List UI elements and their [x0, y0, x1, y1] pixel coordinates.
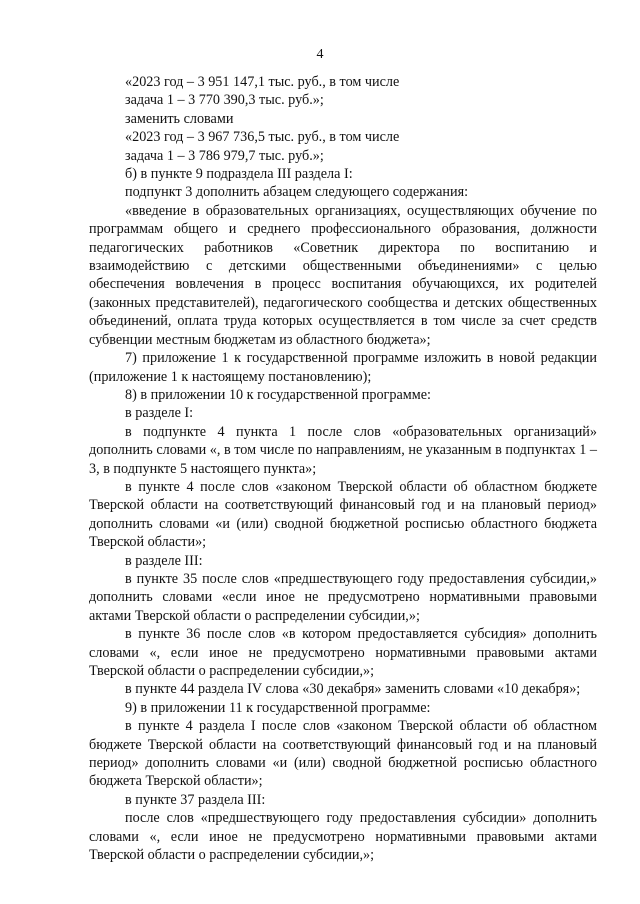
paragraph: в пункте 4 после слов «законом Тверской области об областном бюджете Тверской области на соответствующий финансовый год и на плановый период» дополнить словами «и (или) сводной бюджетной росписью областного бюджета Тверской области»;	[89, 478, 597, 551]
paragraph: «2023 год – 3 951 147,1 тыс. руб., в том числе	[125, 74, 400, 90]
paragraph: в пункте 4 раздела I после слов «законом Тверской области об областном бюджете Тверской области на соответствующий финансовый год и на плановый период» дополнить словами «и (или) сводной бюджетной росписью областного бюджета Тверской области»;	[89, 718, 597, 790]
paragraph: 8) в приложении 10 к государственной программе:	[125, 386, 431, 403]
paragraph: в разделе I:	[125, 405, 194, 422]
paragraph: в пункте 36 после слов «в котором предоставляется субсидия» дополнить словами «, если иное не предусмотрено нормативными правовыми актами Тверской области о распределении субсидии,»;	[89, 626, 597, 679]
paragraph: в подпункте 4 пункта 1 после слов «образовательных организаций» дополнить словами «, в том числе по направлениям, не указанным в подпунктах 1 – 3, в подпункте 5 настоящего пункта»;	[89, 423, 597, 477]
paragraph: заменить словами	[125, 110, 234, 127]
paragraph: в пункте 37 раздела III:	[125, 791, 266, 808]
paragraph: в пункте 44 раздела IV слова «30 декабря» заменить словами «10 декабря»;	[125, 681, 581, 698]
paragraph: б) в пункте 9 подраздела III раздела I:	[125, 166, 353, 183]
paragraph: в разделе III:	[125, 552, 203, 569]
paragraph: задача 1 – 3 770 390,3 тыс. руб.»;	[125, 92, 324, 109]
paragraph: «введение в образовательных организациях, осуществляющих обучение по программам общего и среднего профессионального образования, должности педагогических работников «Советник директора по воспитанию и взаимодействию с детскими общественными объединениями» с целью обеспечения вовлечения в процесс воспитания обучающихся, их родителей (законных представителей), педагогического сообщества и детских общественных объединений, оплата труда которых осуществляется в том числе за счет средств субвенции местным бюджетам из областного бюджета»;	[89, 202, 597, 348]
paragraph: 9) в приложении 11 к государственной программе:	[125, 699, 431, 716]
paragraph: после слов «предшествующего году предоставления субсидии» дополнить словами «, если иное не предусмотрено нормативными правовыми актами Тверской области о распределении субсидии,»;	[89, 810, 597, 864]
paragraph: задача 1 – 3 786 979,7 тыс. руб.»;	[125, 147, 324, 164]
paragraph: подпункт 3 дополнить абзацем следующего содержания:	[125, 184, 469, 201]
paragraph: «2023 год – 3 967 736,5 тыс. руб., в том числе	[125, 129, 400, 146]
page-number: 4	[316, 47, 324, 62]
paragraph: 7) приложение 1 к государственной программе изложить в новой редакции (приложение 1 к настоящему постановлению);	[89, 350, 597, 385]
document-body	[89, 73, 597, 864]
paragraph: в пункте 35 после слов «предшествующего году предоставления субсидии,» дополнить словами «если иное не предусмотрено нормативными правовыми актами Тверской области о распределении субсидии,»;	[89, 570, 597, 624]
